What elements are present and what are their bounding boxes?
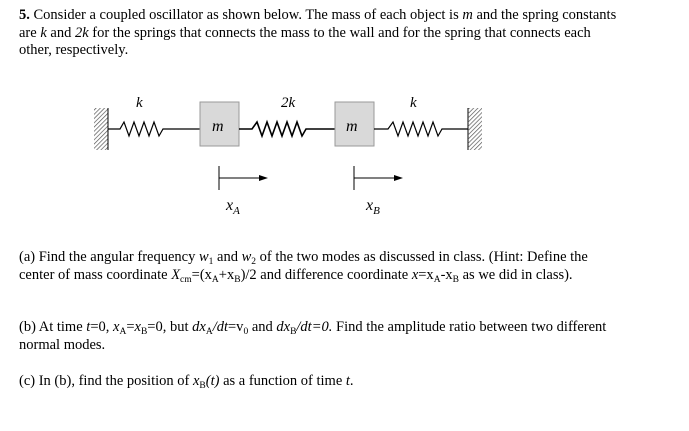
part-a-text: Find the angular frequency (38, 249, 196, 265)
right-spring-label: k (410, 95, 417, 111)
xb-symbol: x (134, 319, 141, 335)
left-mass-label: m (212, 118, 224, 135)
part-b-text: =0, but (147, 319, 189, 335)
w1-subscript: 1 (208, 257, 214, 267)
part-c-text: In (b), find the position of (38, 373, 190, 389)
dt-symbol: /dt=0. (296, 319, 333, 335)
intro-text: and the spring constants are (19, 7, 617, 41)
left-wall (94, 108, 108, 150)
intro-text: Consider a coupled oscillator as shown below. The mass of each object is (33, 7, 459, 23)
middle-spring (239, 122, 335, 136)
x-symbol: x (411, 266, 419, 283)
intro-k-symbol: k (40, 24, 47, 41)
part-a-text: +x (218, 266, 235, 283)
w1-symbol: w (198, 249, 209, 265)
left-spring (108, 122, 200, 136)
part-c (19, 373, 619, 391)
right-spring (374, 122, 468, 136)
middle-spring-label: 2k (281, 95, 296, 111)
part-b-label: (b) (19, 319, 36, 335)
part-b-text: = (126, 319, 135, 335)
part-a-label: (a) (19, 249, 36, 265)
dt-symbol: /dt (212, 319, 228, 335)
part-c-label: (c) (19, 373, 36, 389)
problem-number: 5. (19, 7, 30, 23)
part-a-text: and (217, 249, 238, 265)
v0-subscript: 0 (243, 327, 249, 337)
xcm-symbol: X (171, 266, 181, 283)
dxa-symbol: dx (192, 319, 206, 335)
intro-mass-symbol: m (462, 7, 473, 23)
part-b (19, 319, 619, 354)
part-a-text: of the two modes as discussed in class. (Hint: Define the center of mass coordinate (19, 249, 588, 283)
part-a-subscript: A (433, 274, 441, 285)
t-symbol: t (86, 319, 91, 335)
xb-symbol: x (192, 373, 200, 389)
part-b-text: =0, (90, 319, 110, 335)
right-wall (468, 108, 482, 150)
xa-arrow (219, 166, 268, 190)
dxb-symbol: dx (276, 319, 291, 335)
t-symbol: t (345, 373, 350, 389)
intro-text: and (50, 24, 72, 41)
part-b-text: At time (38, 319, 83, 335)
part-a-subscript: A (211, 274, 219, 285)
xb-subscript: B (140, 327, 148, 337)
xb-label: $x_B$ (366, 197, 380, 217)
part-a-text: =(x (191, 266, 212, 283)
dxa-subscript: A (205, 327, 213, 337)
w2-subscript: 2 (251, 257, 257, 267)
intro-2k-symbol: 2k (74, 24, 89, 41)
xa-symbol: x (113, 319, 120, 335)
xb-subscript: B (199, 381, 206, 391)
part-a-text: as we did in class). (462, 266, 573, 283)
part-a-text: -x (440, 266, 453, 283)
part-a-text: =x (418, 266, 434, 283)
part-a-subscript: B (234, 274, 241, 285)
intro-text: for the springs that connects the mass to the wall and for the spring that connects each other, respectively. (19, 24, 591, 58)
part-c-text: . (349, 373, 354, 389)
dxb-subscript: B (290, 327, 297, 337)
part-c-text: as a function of time (223, 373, 343, 389)
part-b-text: =v (228, 319, 244, 335)
left-spring-label: k (136, 95, 143, 111)
w2-symbol: w (241, 249, 252, 265)
part-b-text: and (251, 319, 273, 335)
xa-subscript: A (119, 327, 127, 337)
xa-label: $x_A$ (226, 197, 240, 217)
xb-arrow (354, 166, 403, 190)
part-a-text: )/2 and difference coordinate (240, 266, 409, 283)
part-c-text: (t) (205, 373, 220, 389)
xcm-subscript: cm (180, 274, 192, 285)
part-a (19, 249, 619, 284)
part-a-subscript: B (452, 274, 459, 285)
part-b-text: Find the amplitude ratio between two different normal modes. (19, 319, 607, 353)
right-mass-label: m (346, 118, 358, 135)
